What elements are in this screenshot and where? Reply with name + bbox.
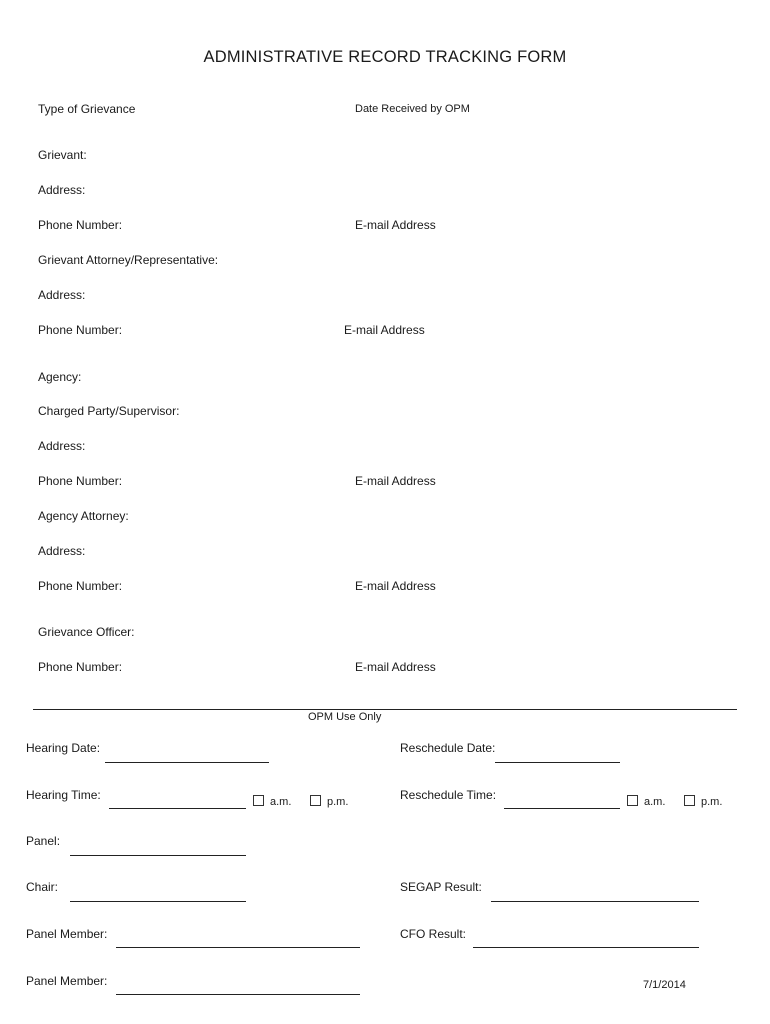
grievant-address-label: Address: [38,183,86,197]
form-title: ADMINISTRATIVE RECORD TRACKING FORM [203,48,567,66]
hearing-am-checkbox[interactable] [253,795,264,806]
grievant-attorney-email-label: E-mail Address [344,323,425,337]
grievant-phone-label: Phone Number: [38,218,123,232]
panel-label: Panel: [26,834,61,848]
grievant-attorney-phone-label: Phone Number: [38,323,123,337]
agency-attorney-address-label: Address: [38,544,86,558]
grievance-officer-label: Grievance Officer: [38,625,135,639]
agency-label: Agency: [38,370,82,384]
hearing-am-label: a.m. [270,796,292,808]
chair-label: Chair: [26,880,59,894]
type-of-grievance-label: Type of Grievance [38,102,136,116]
hearing-pm-checkbox[interactable] [310,795,321,806]
grievant-label: Grievant: [38,148,87,162]
reschedule-date-field[interactable] [495,762,620,763]
cfo-result-field[interactable] [473,947,699,948]
form-date: 7/1/2014 [643,979,686,991]
hearing-time-label: Hearing Time: [26,788,101,802]
agency-attorney-phone-label: Phone Number: [38,579,123,593]
opm-use-only-heading: OPM Use Only [308,711,382,723]
hearing-pm-label: p.m. [327,796,349,808]
date-received-label: Date Received by OPM [355,103,470,115]
chair-field[interactable] [70,901,246,902]
agency-attorney-email-label: E-mail Address [355,579,436,593]
charged-party-phone-label: Phone Number: [38,474,123,488]
hearing-date-label: Hearing Date: [26,741,101,755]
panel-member-2-label: Panel Member: [26,974,108,988]
reschedule-date-label: Reschedule Date: [400,741,496,755]
charged-party-address-label: Address: [38,439,86,453]
reschedule-am-label: a.m. [644,796,666,808]
panel-field[interactable] [70,855,246,856]
grievance-officer-phone-label: Phone Number: [38,660,123,674]
charged-party-email-label: E-mail Address [355,474,436,488]
grievant-attorney-label: Grievant Attorney/Representative: [38,253,219,267]
hearing-date-field[interactable] [105,762,269,763]
segap-result-label: SEGAP Result: [400,880,482,894]
charged-party-label: Charged Party/Supervisor: [38,404,180,418]
grievant-attorney-address-label: Address: [38,288,86,302]
panel-member-2-field[interactable] [116,994,360,995]
reschedule-time-label: Reschedule Time: [400,788,497,802]
cfo-result-label: CFO Result: [400,927,467,941]
reschedule-pm-checkbox[interactable] [684,795,695,806]
hearing-time-field[interactable] [109,808,246,809]
panel-member-field[interactable] [116,947,360,948]
grievant-email-label: E-mail Address [355,218,436,232]
grievance-officer-email-label: E-mail Address [355,660,436,674]
section-divider [33,709,737,710]
reschedule-pm-label: p.m. [701,796,723,808]
reschedule-time-field[interactable] [504,808,620,809]
reschedule-am-checkbox[interactable] [627,795,638,806]
segap-result-field[interactable] [491,901,699,902]
agency-attorney-label: Agency Attorney: [38,509,129,523]
panel-member-label: Panel Member: [26,927,108,941]
